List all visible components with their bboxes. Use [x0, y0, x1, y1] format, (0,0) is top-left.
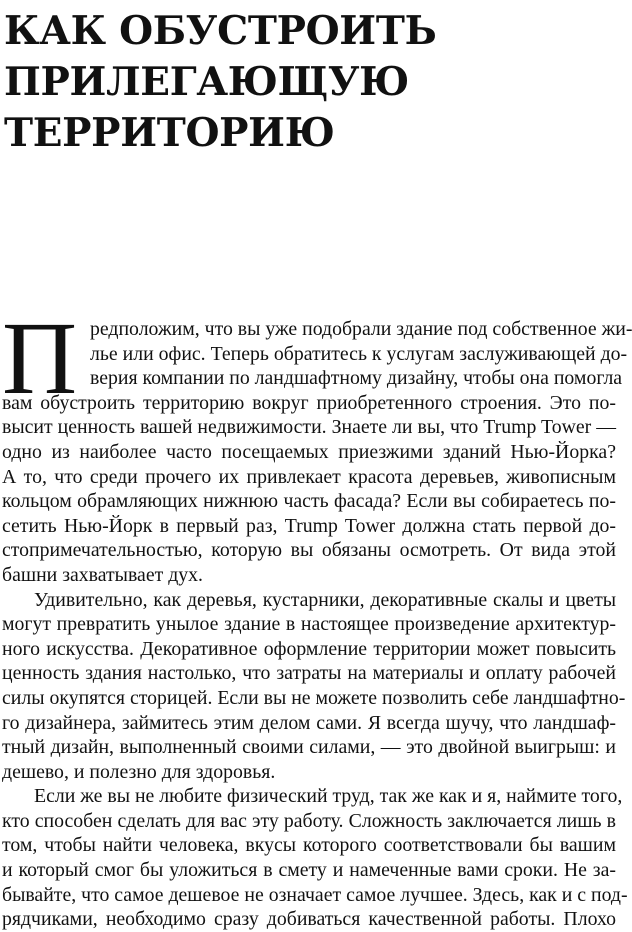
chapter-title-line: ПРИЛЕГАЮЩУЮ [4, 59, 410, 105]
paragraph-1 [2, 301, 632, 588]
chapter-title-line: ТЕРРИТОРИЮ [4, 110, 335, 156]
text-line: дешево, и полезно для здоровья. [2, 760, 276, 783]
text-line: силы окупятся сторицей. Если вы не можете позволить себе ландшафтно- [2, 686, 626, 709]
chapter-title-line: КАК ОБУСТРОИТЬ [4, 8, 437, 54]
text-line: могут превратить унылое здание в настоящее произведение архитектур- [2, 613, 616, 636]
paragraph-3 [2, 784, 628, 932]
chapter-title [4, 6, 604, 159]
text-line: башни захватывает дух. [2, 563, 203, 586]
text-line: верия компании по ландшафтному дизайну, чтобы она помогла [90, 367, 623, 390]
text-line: Если же вы не любите физический труд, так же как и я, наймите того, [34, 785, 623, 808]
text-line: сетить Нью-Йорк в первый раз, Trump Tower должна стать первой до- [2, 514, 616, 537]
text-line: А то, что среди прочего их привлекает красота деревьев, живописным [2, 465, 616, 488]
drop-cap: П [2, 301, 78, 416]
body-text [2, 301, 632, 932]
text-line: и который смог бы уложиться в смету и намеченные вами сроки. Не за- [2, 859, 616, 882]
text-line: бывайте, что самое дешевое не означает самое лучшее. Здесь, как и с под- [2, 883, 628, 906]
text-line: ценность здания настолько, что затраты на материалы и оплату рабочей [2, 662, 616, 685]
text-line: Удивительно, как деревья, кустарники, декоративные скалы и цветы [34, 588, 616, 611]
text-line: рядчиками, необходимо сразу добиваться качественной работы. Плохо [2, 908, 616, 931]
text-line: редположим, что вы уже подобрали здание под собственное жи- [90, 318, 632, 340]
text-line: лье или офис. Теперь обратитесь к услугам заслуживающей до- [90, 342, 628, 365]
text-line: кольцом обрамляющих нижнюю часть фасада? Если вы собираетесь по- [2, 490, 616, 513]
text-line: одно из наиболее часто посещаемых приезжими зданий Нью-Йорка? [2, 440, 616, 463]
text-line: ного искусства. Декоративное оформление территории может повысить [2, 637, 616, 660]
text-line: тный дизайн, выполненный своими силами, — это двойной выигрыш: и [2, 736, 616, 759]
text-line: кто способен сделать для вас эту работу. Сложность заключается лишь в [2, 809, 616, 832]
text-line: го дизайнера, займитесь этим делом сами. Я всегда шучу, что ландшаф- [2, 711, 616, 734]
text-line: вам обустроить территорию вокруг приобретенного строения. Это по- [2, 391, 616, 414]
text-line: высит ценность вашей недвижимости. Знаете ли вы, что Trump Tower — [2, 416, 616, 439]
text-line: стопримечательностью, которую вы обязаны осмотреть. От вида этой [2, 539, 616, 562]
paragraph-2 [2, 588, 626, 785]
text-line: том, чтобы найти человека, вкусы которого соответствовали бы вашим [2, 834, 616, 857]
